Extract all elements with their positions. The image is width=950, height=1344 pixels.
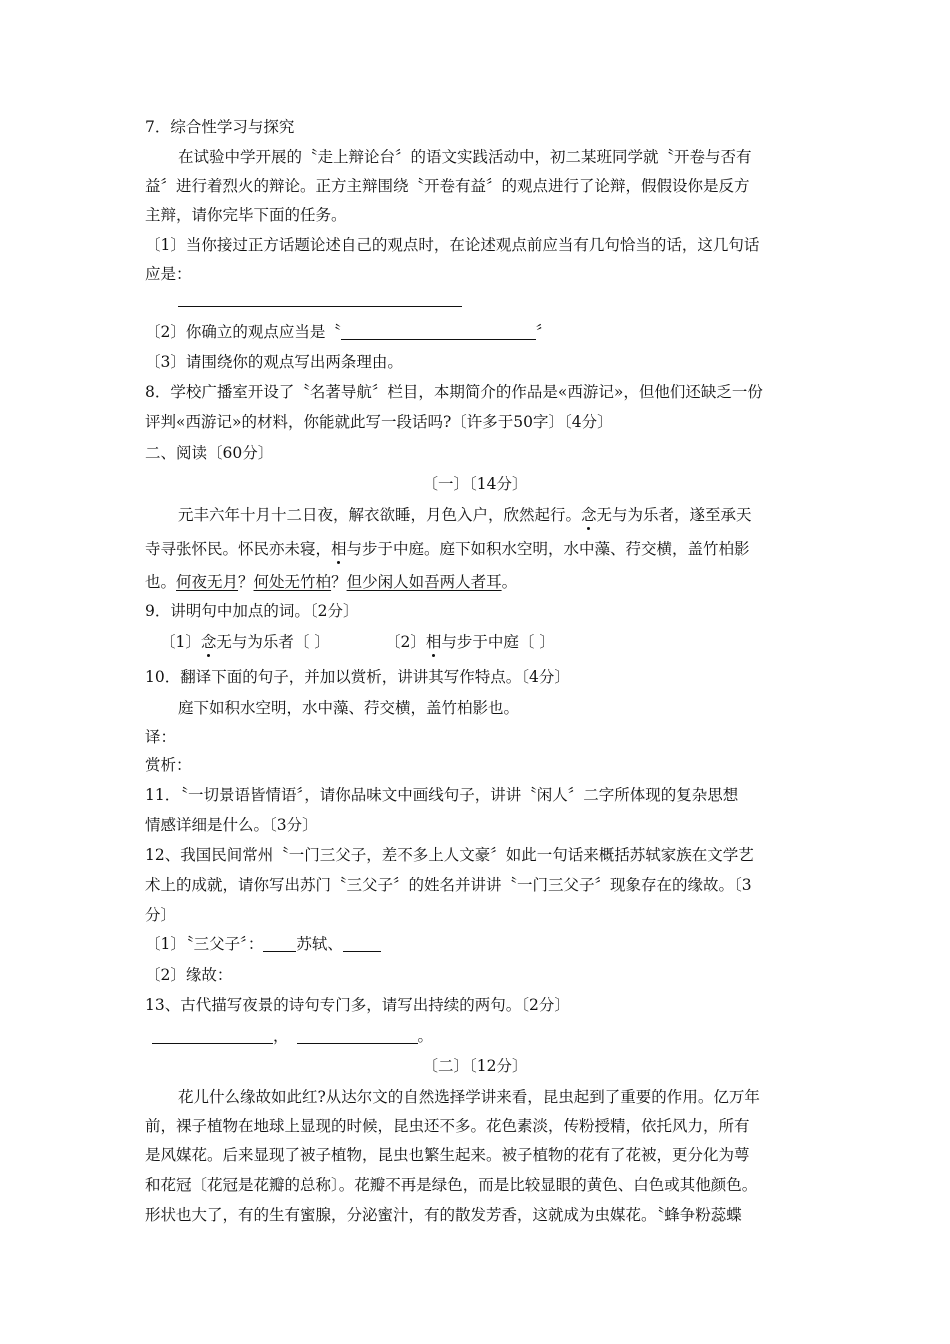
passage2-line: 是风媒花。后来显现了被子植物，昆虫也繁生起来。被子植物的花有了花被，更分化为萼 xyxy=(145,1146,750,1164)
punctuation: 。 xyxy=(501,573,518,591)
passage1-line xyxy=(178,505,752,525)
q12-line: 术上的成就，请你写出苏门〝三父子〞的姓名并讲讲〝一门三父子〞现象存在的缘故。〔3 xyxy=(145,876,752,894)
q9-item xyxy=(385,632,555,652)
q9-title: 9．讲明句中加点的词。〔2分〕 xyxy=(145,602,359,620)
q13-answer-blank[interactable] xyxy=(152,1027,273,1044)
q9-item-text: 无与为乐者〔 〕 xyxy=(216,633,330,651)
q9-item-text: 与步于中庭〔 〕 xyxy=(441,633,555,651)
q12-name-blank[interactable] xyxy=(263,935,296,952)
passage1-text: 寺寻张怀民。怀民亦未寝， xyxy=(145,540,332,558)
q7-part2-answer-blank[interactable] xyxy=(341,323,536,340)
passage1-text: 也。 xyxy=(145,573,177,591)
passage1-line xyxy=(145,539,750,559)
q10-sentence: 庭下如积水空明，水中藻、荇交横，盖竹柏影也。 xyxy=(178,699,520,717)
underlined-sentence: 何夜无月 xyxy=(176,573,239,591)
punctuation: ， xyxy=(273,1027,289,1045)
q12-part1-text: 苏轼、 xyxy=(296,935,343,953)
q7-part2-prefix: 〔2〕你确立的观点应当是〝 xyxy=(145,323,341,341)
passage1-text: 无与为乐者，遂至承天 xyxy=(596,506,752,524)
q13-answer-blank[interactable] xyxy=(297,1027,418,1044)
q9-item-number: 〔1〕 xyxy=(160,633,201,651)
q7-title: 7．综合性学习与探究 xyxy=(145,118,295,136)
passage1-text: 与步于中庭。庭下如积水空明，水中藻、荇交横，盖竹柏影 xyxy=(346,540,750,558)
q13-title: 13、古代描写夜景的诗句专门多，请写出持续的两句。〔2分〕 xyxy=(145,996,570,1014)
q12-line: 分〕 xyxy=(145,906,177,924)
q7-part2 xyxy=(145,322,551,342)
dotted-char: 相 xyxy=(331,540,347,558)
q8-line: 评判«西游记»的材料，你能就此写一段话吗?〔许多于50字〕〔4分〕 xyxy=(145,413,613,431)
q7-part2-suffix: 〞 xyxy=(535,323,552,341)
q13-answer-line xyxy=(152,1026,433,1046)
q7-part1-answer-blank[interactable] xyxy=(178,306,462,307)
q9-item xyxy=(160,632,330,652)
q7-intro-line: 主辩，请你完毕下面的任务。 xyxy=(145,206,347,224)
q7-intro-line: 在试验中学开展的〝走上辩论台〞的语文实践活动中，初二某班同学就〝开卷与否有 xyxy=(178,148,752,166)
passage1-text: 元丰六年十月十二日夜，解衣欲睡，月色入户，欣然起行。 xyxy=(178,506,582,524)
q12-part2: 〔2〕缘故： xyxy=(145,966,233,984)
q12-part1-label: 〔1〕〝三父子〞： xyxy=(145,935,264,953)
dotted-char: 念 xyxy=(200,633,217,651)
q8-line: 8．学校广播室开设了〝名著导航〞栏目，本期简介的作品是«西游记»，但他们还缺乏一份 xyxy=(145,383,763,401)
passage2-line: 花儿什么缘故如此红?从达尔文的自然选择学讲来看，昆虫起到了重要的作用。亿万年 xyxy=(178,1088,760,1106)
passage1-line xyxy=(145,572,517,592)
underlined-sentence: 何处无竹柏 xyxy=(253,573,332,591)
punctuation: 。 xyxy=(417,1027,434,1045)
q9-item-number: 〔2〕 xyxy=(385,633,426,651)
q7-part3: 〔3〕请围绕你的观点写出两条理由。 xyxy=(145,353,403,371)
q10-title: 10．翻译下面的句子，并加以赏析，讲讲其写作特点。〔4分〕 xyxy=(145,668,570,686)
passage2-line: 前，裸子植物在地球上显现的时候，昆虫还不多。花色素淡，传粉授精，依托风力，所有 xyxy=(145,1117,750,1135)
q10-translate-label: 译： xyxy=(145,728,177,746)
q7-part1-line: 〔1〕当你接过正方话题论述自己的观点时，在论述观点前应当有几句恰当的话，这几句话 xyxy=(145,236,760,254)
underlined-sentence: 但少闲人如吾两人者耳 xyxy=(346,573,502,591)
punctuation: ？ xyxy=(238,573,254,591)
q12-part1 xyxy=(145,934,381,954)
section2-heading: 二、阅读〔60分〕 xyxy=(145,444,274,462)
dotted-char: 相 xyxy=(425,633,442,651)
q11-line: 情感详细是什么。〔3分〕 xyxy=(145,816,318,834)
q7-intro-line: 益〞进行着烈火的辩论。正方主辩围绕〝开卷有益〞的观点进行了论辩，假假设你是反方 xyxy=(145,177,750,195)
passage2-line: 形状也大了，有的生有蜜腺，分泌蜜汁，有的散发芳香，这就成为虫媒花。〝蜂争粉蕊蝶 xyxy=(145,1206,742,1224)
passage2-heading: 〔二〕〔12分〕 xyxy=(422,1057,528,1075)
q7-part1-line: 应是： xyxy=(145,265,192,283)
passage1-heading: 〔一〕〔14分〕 xyxy=(422,475,528,493)
passage2-line: 和花冠〔花冠是花瓣的总称〕。花瓣不再是绿色，而是比较显眼的黄色、白色或其他颜色。 xyxy=(145,1176,758,1194)
q10-appreciate-label: 赏析： xyxy=(145,756,192,774)
punctuation: ？ xyxy=(331,573,347,591)
dotted-char: 念 xyxy=(581,506,597,524)
q11-line: 11．〝一切景语皆情语〞，请你品味文中画线句子，讲讲〝闲人〞二字所体现的复杂思想 xyxy=(145,786,739,804)
q12-name-blank[interactable] xyxy=(343,935,381,952)
q12-line: 12、我国民间常州〝一门三父子，差不多上人文豪〞如此一句话来概括苏轼家族在文学艺 xyxy=(145,846,754,864)
